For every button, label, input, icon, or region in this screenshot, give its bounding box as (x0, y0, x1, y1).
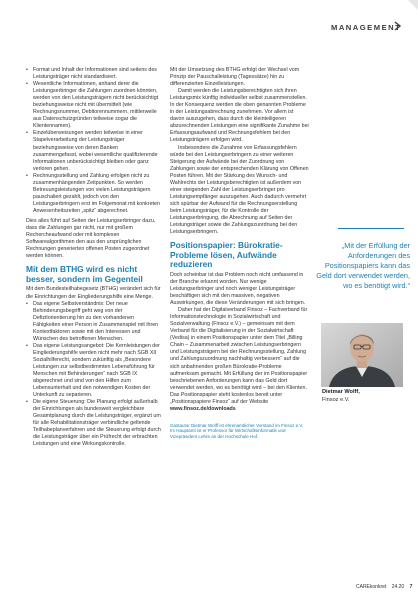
list-item: • Die eigene Steuerung: Die Planung erfolgt außerhalb der Einrichtungen als bundesweit vergleichbare Gesamtplanung durch die Leistungsträger, ergänzt um für alle Rehabilitationsträger verbindliche geltende Teilhabeplanverfahren und die Steuerung erfolgt durch die Leistungsträger über ein Prüfrecht der erbrachten Leistungen und eine Wirkungskontrolle. (26, 399, 162, 448)
pull-quote: „Mit der Erfüllung der Anforderungen des Positionspapiers kann das Geld dort verwendet werden, wo es benötigt wird.“ (316, 241, 410, 291)
issue-number: 24.20 (391, 584, 405, 590)
body-paragraph: Damit werden die Leistungsberechtigten sich ihren Leistungsmix künftig individueller selbst zusammenstellen. In der Konsequenz werden die oben genannten Probleme in der Leistungsabrechnung zunehmen. Vor allem ist davon auszugehen, dass durch die kleinteiligeren abzurechnenden Leistungen eine signifikante Zunahme bei Erfassungsaufwand und Rechnungsfehlern bei den Leistungsträgern erfolgen wird. (170, 88, 309, 144)
author-name: Dietmar Wolff, (322, 389, 360, 395)
list-item: • Format und Inhalt der Informationen sind seitens des Leistungsträger nicht standardisiert. (26, 67, 162, 81)
page-number: 7 (409, 584, 413, 590)
page-corner (408, 0, 418, 10)
list-item: • Das eigene Selbstverständnis: Der neue Behinderungsbegriff geht weg von der Defizitorientierung hin zu den vorhandenen Fähigkeiten einer Person in Zusammenspiel mit ihren Kontextfaktoren sowie mit den Interessen und Wünschen des betroffenen Menschen. (26, 301, 162, 343)
author-organization: Finsoz e.V. (322, 397, 350, 403)
dash-list (26, 301, 162, 449)
portrait-icon (321, 323, 403, 387)
chevron-right-icon (393, 21, 403, 31)
publication-name: CAREkonkret (356, 584, 387, 590)
body-paragraph: Mit der Umsetzung des BTHG erfolgt der Wechsel vom Prinzip der Pauschalleistung (Tagessätze) hin zu differenzierten Einzelleistungen. (170, 67, 300, 88)
list-item: • Rechnungsstellung und Zahlung erfolgen nicht zu zusammenhängenden Zeitpunkten. So werden Betreuungsleistungen von vielen Leistungsträgern pauschaliert gezahlt, jedoch von den Leistungserbringern erst im Folgemonat mit konkreten Anwesenheitszeiten „spitz“ abgerechnet. (26, 173, 162, 215)
body-paragraph: Mit dem Bundesteilhabegesetz (BTHG) verändert sich für die Einrichtungen der Eingliederungshilfe eine Menge. (26, 286, 161, 300)
paragraph-text: Daher hat der Digitalverband Finsoz – Fachverband für Informationstechnologie in Sozialwirtschaft und Sozialverwaltung (Finsoz e.V.) – gemeinsam mit dem Verband für die Digitalisierung in der Sozialwirtschaft (Vedisa) in einem Positionspapier unter dem Titel „Billing Chain – Zusammenarbeit zwischen Leistungserbringern und Leistungsträgern bei der Rechnungsstellung, Zahlung und Zahlungszuordnung nachhaltig verbessern“ auf die sich anbahnenden großen Bürokratie-Probleme aufmerksam gemacht. Mit Erfüllung der im Positionspapier beschriebenen Anforderungen kann das Geld dort verwendet werden, wo es benötigt wird – bei den Klienten. Das Positionspapier steht kostenlos bereit unter „Positionspapiere Finsoz“ auf der Website (170, 307, 308, 405)
section-heading: Mit dem BTHG wird es nicht besser, sondern im Gegenteil (26, 264, 143, 284)
author-photo (321, 323, 403, 387)
section-heading: Positionspapier: Bürokratie-Probleme lösen, Aufwände reduzieren (170, 240, 283, 270)
list-item: • Einzelüberweisungen werden teilweise in einer Stapelverarbeitung der Leistungsträger beziehungsweise von deren Banken zusammengefasst, wobei wesentliche qualifizierende Informationen unberücksichtigt bleiben oder ganz verloren gehen. (26, 130, 162, 172)
body-paragraph: Insbesondere die Zunahme von Erfassungsfehlern würde bei den Leistungserbringern zu einer weiteren Steigerung der Aufwände bei der Zuordnung von Zahlungen sowie der entsprechenden Klärung von Offenen Posten führen. Mit der Stärkung des Wunsch- und Wahlrechts der Leistungsberechtigten ist außerdem von einer steigenden Zahl der Leistungserbringer pro Leistungsempfänger auszugehen. Auch dadurch vermehrt sich spürbar der Aufwand für die Rechnungserstellung beim Leistungsträger, für die Kontrolle der Leistungserbringung, die Abrechnung auf Seiten der Leistungsträger sowie die Zahlungszuordnung bei den Leistungserbringern. (170, 144, 309, 236)
list-item: • Wesentliche Informationen, anhand derer die Leistungserbringer die Zahlungen zuordnen könnten, werden von den Leistungsträgern nicht berücksichtigt beziehungsweise nicht mit übermittelt (wie Rechnungsnummer, Debitorennummern, mittlerweile aus Datenschutzgründen teilweise sogar die Klientennamen). (26, 81, 162, 130)
list-item: • Das eigene Leistungsangebot: Die Kernleistungen der Eingliederungshilfe werden nicht mehr nach SGB XII Sozialhilferecht, sondern zukünftig als „Besondere Leistungen zur selbstbestimmten Lebensführung für Menschen mit Behinderungen“ nach SGB IX abgerechnet und sind von den Hilfen zum Lebensunterhalt und den notwendigen Kosten der Unterkunft zu separieren. (26, 343, 162, 399)
body-paragraph: Dies alles führt auf Seiten der Leistungserbringer dazu, dass die Zahlungen gar nicht, nur mit großem Rechercheaufwand oder mit komplexen Softwarealgorithmen den aus den ursprünglichen Rechnungen generierten offenen Posten zugeordnet werden können. (26, 217, 156, 260)
author-caption: Gastautor Dietmar Wolff ist ehrenamtlicher Vorstand im Finsoz e.V. Im Hauptamt ist er Professor für Wirtschaftsinformatik und Vizepräsident Lehre an der Hochschule Hof. (170, 422, 304, 440)
section-label: MANAGEMENT (331, 23, 402, 32)
bullet-list (26, 67, 162, 215)
page-footer (356, 584, 412, 590)
quote-rule (338, 228, 404, 229)
body-paragraph (170, 307, 309, 413)
middle-column (170, 67, 309, 440)
website-link[interactable]: www.finsoz.de/downloads (170, 405, 236, 412)
body-paragraph: Doch scheinbar ist das Problem noch nicht umfassend in der Branche erkannt worden. Nur wenige Leistungserbringer und noch weniger Leistungsträger beschäftigen sich mit den massiven, negativen Auswirkungen, die diese Veränderungen mit sich bringen. (170, 271, 306, 307)
left-column (26, 67, 162, 449)
